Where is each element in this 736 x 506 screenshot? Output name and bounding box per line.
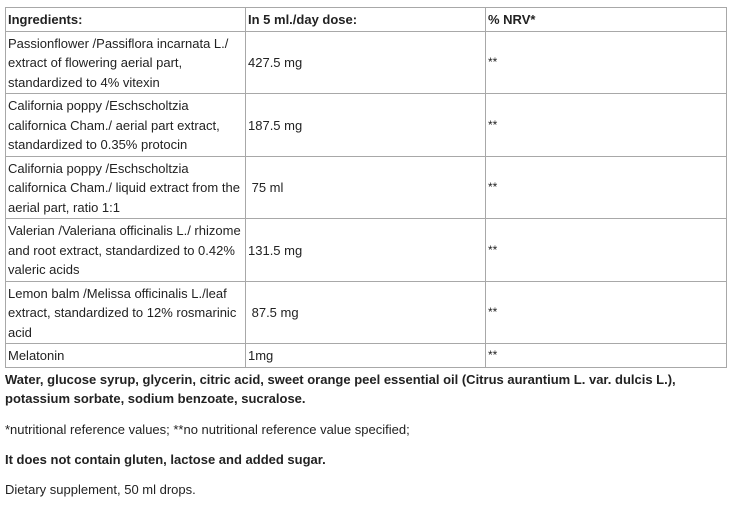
table-row [6,94,727,157]
ingredient-cell: California poppy /Eschscholtzia californica Cham./ aerial part extract, standardized to 0.35% protocin [6,94,246,157]
ingredient-cell: Valerian /Valeriana officinalis L./ rhizome and root extract, standardized to 0.42% valeric acids [6,219,246,282]
dose-cell: 87.5 mg [246,281,486,344]
dose-cell: 427.5 mg [246,31,486,94]
header-ingredients: Ingredients: [6,8,246,32]
ingredient-cell: Passionflower /Passiflora incarnata L./ extract of flowering aerial part, standardized to 4% vitexin [6,31,246,94]
product-note: Dietary supplement, 50 ml drops. [5,481,196,497]
ingredient-cell: Lemon balm /Melissa officinalis L./leaf extract, standardized to 12% rosmarinic acid [6,281,246,344]
table-row [6,344,727,368]
nrv-cell: ** [486,31,727,94]
header-dose: In 5 ml./day dose: [246,8,486,32]
nrv-cell: ** [486,156,727,219]
nrv-cell: ** [486,281,727,344]
dose-cell: 1mg [246,344,486,368]
table-row [6,219,727,282]
dose-cell: 131.5 mg [246,219,486,282]
other-ingredients: Water, glucose syrup, glycerin, citric acid, sweet orange peel essential oil (Citrus aurantium L. var. dulcis L.), potassium sorbate, sodium benzoate, sucralose. [5,371,676,406]
dose-cell: 187.5 mg [246,94,486,157]
table-header-row [6,8,727,32]
gluten-statement: It does not contain gluten, lactose and added sugar. [5,451,326,467]
table-row [6,31,727,94]
header-nrv: % NRV* [486,8,727,32]
dose-cell: 75 ml [246,156,486,219]
table-row [6,156,727,219]
ingredient-cell: California poppy /Eschscholtzia californica Cham./ liquid extract from the aerial part, ratio 1:1 [6,156,246,219]
ingredients-table [5,7,727,368]
nrv-cell: ** [486,219,727,282]
nrv-cell: ** [486,94,727,157]
nrv-cell: ** [486,344,727,368]
table-row [6,281,727,344]
ingredient-cell: Melatonin [6,344,246,368]
nrv-footnote: *nutritional reference values; **no nutritional reference value specified; [5,421,410,437]
